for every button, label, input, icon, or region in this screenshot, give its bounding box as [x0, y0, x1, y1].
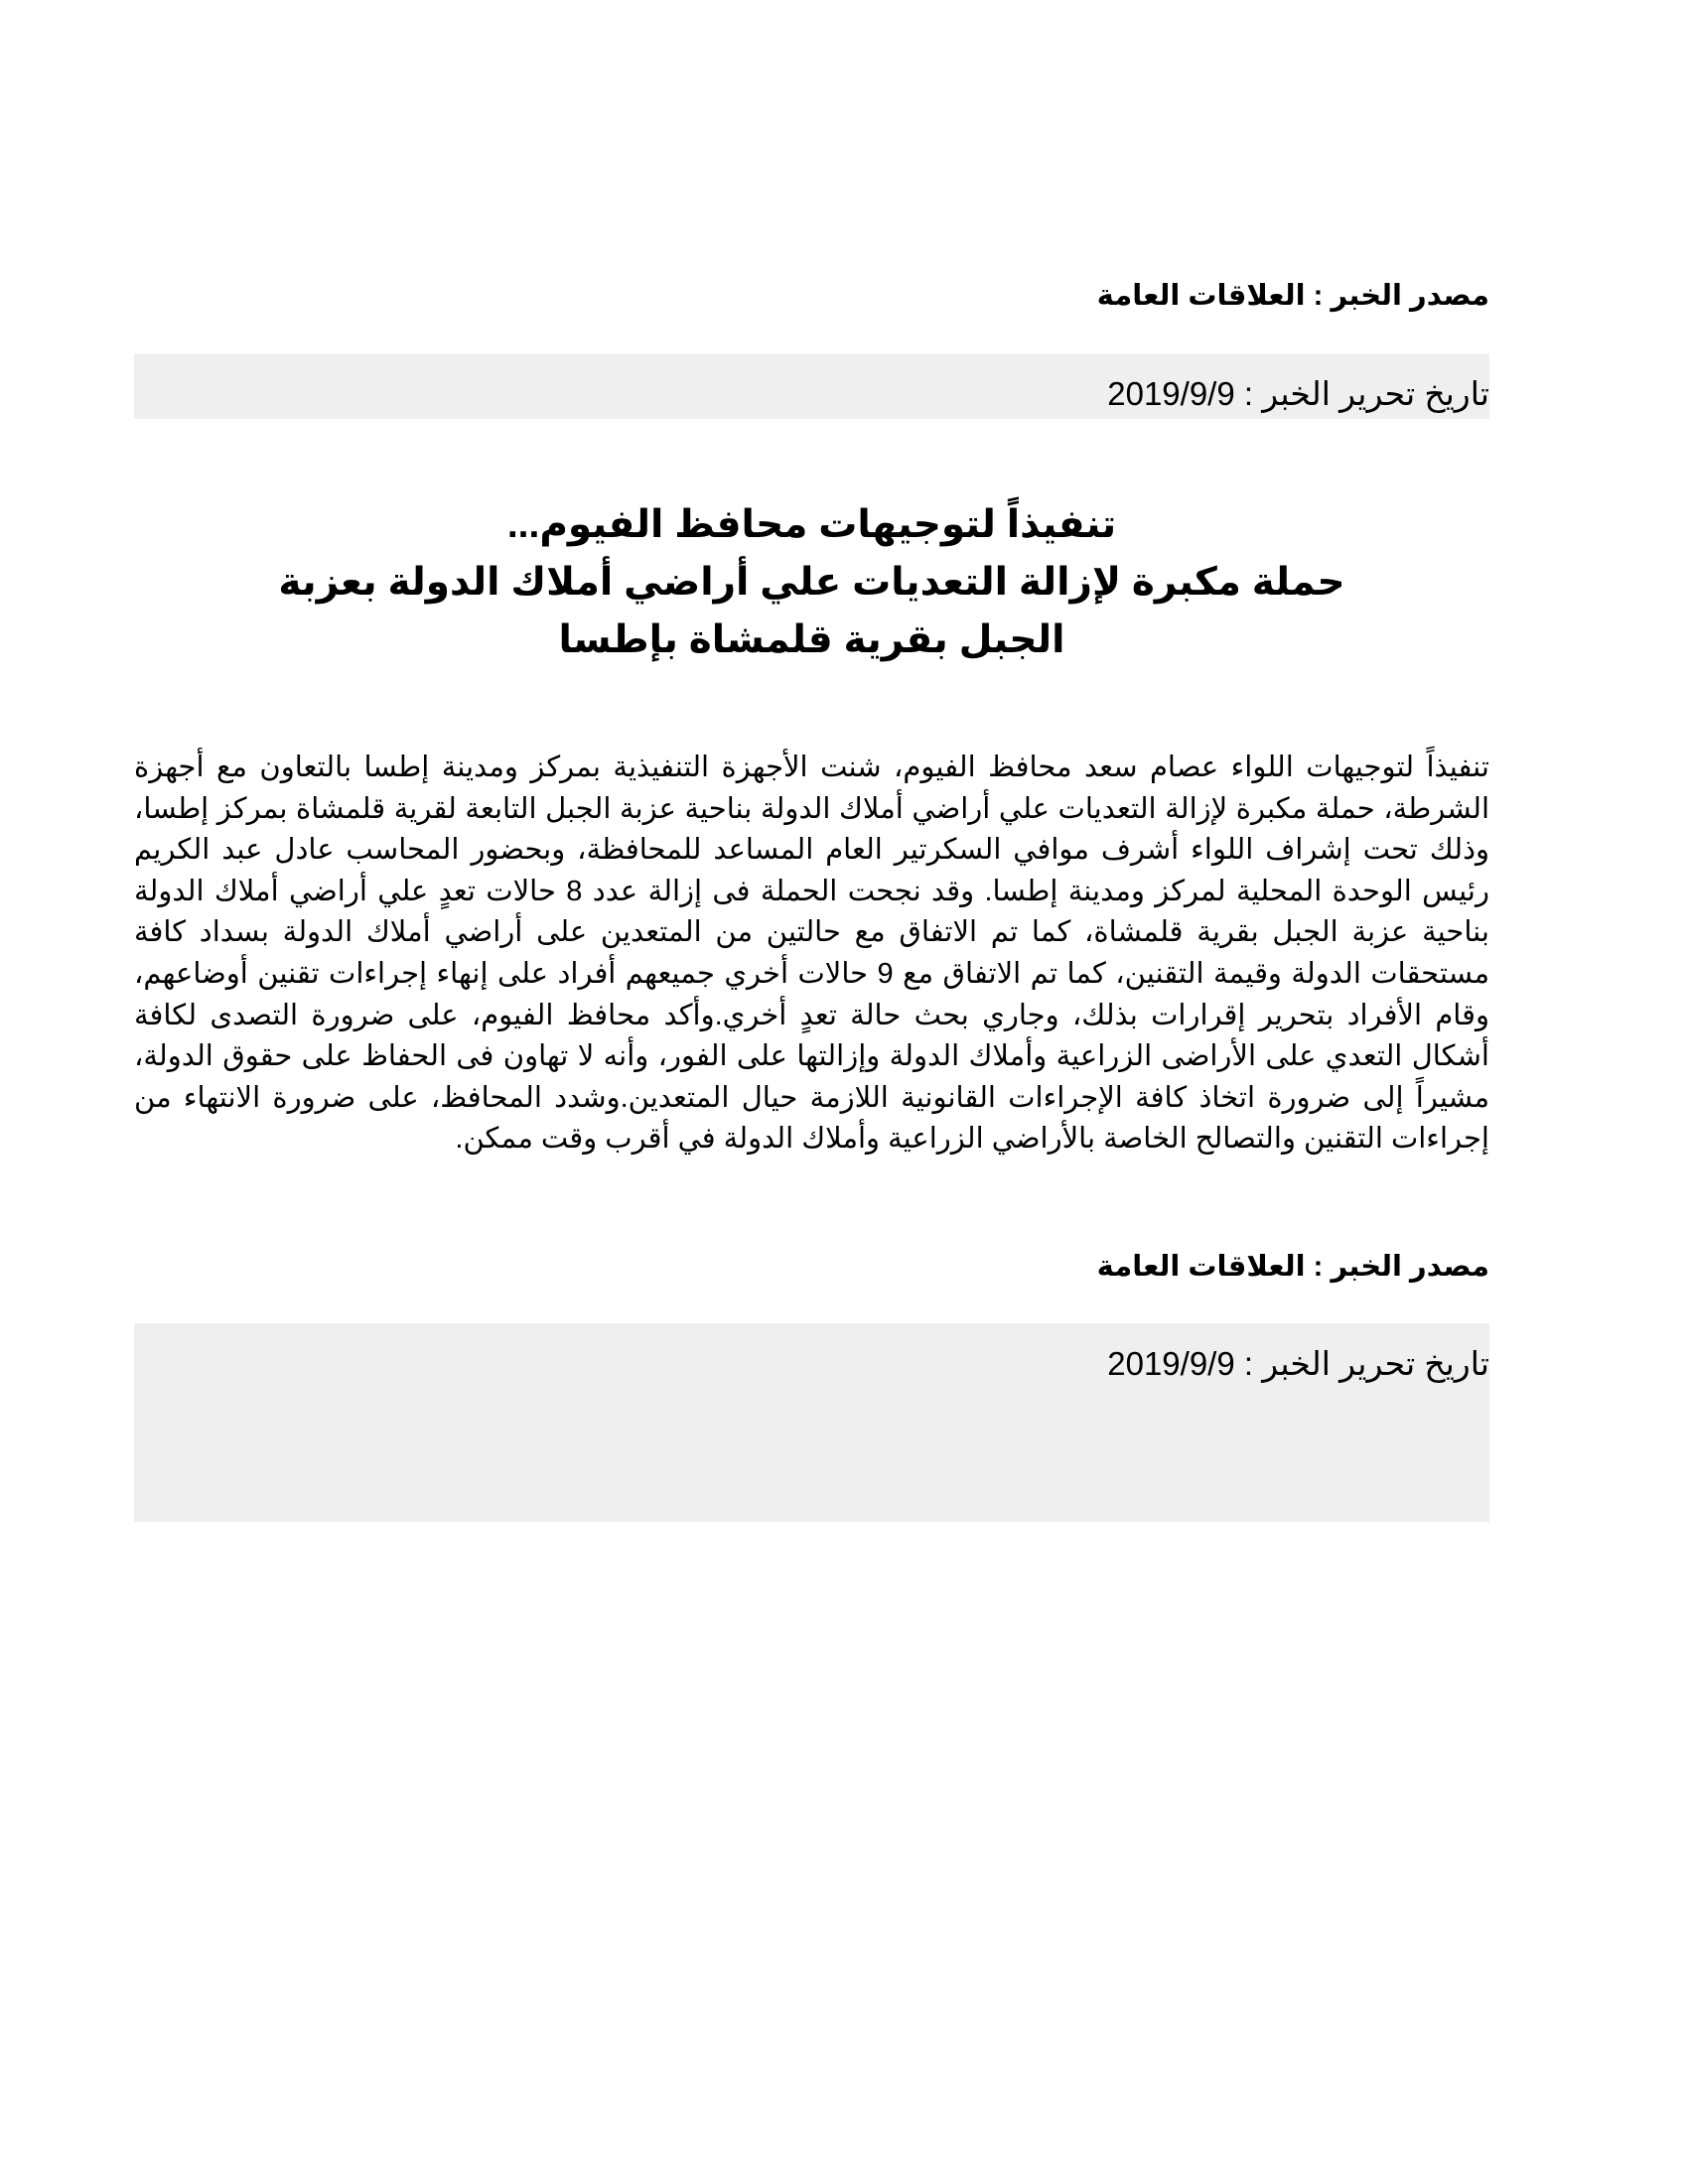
- top-date-box: [134, 353, 1489, 419]
- bottom-news-date: تاريخ تحرير الخبر : 2019/9/9: [1107, 1345, 1489, 1382]
- bottom-news-source: مصدر الخبر : العلاقات العامة: [1096, 1251, 1489, 1283]
- bottom-date-box: [134, 1323, 1489, 1522]
- headline-line-2: حملة مكبرة لإزالة التعديات علي أراضي أملاك الدولة بعزبة الجبل بقرية قلمشاة بإطسا: [278, 561, 1345, 661]
- headline: [134, 496, 1489, 669]
- top-news-date: تاريخ تحرير الخبر : 2019/9/9: [1107, 375, 1489, 412]
- headline-line-1: تنفيذاً لتوجيهات محافظ الفيوم...: [506, 503, 1117, 546]
- article-body: تنفيذاً لتوجيهات اللواء عصام سعد محافظ الفيوم، شنت الأجهزة التنفيذية بمركز ومدينة إطسا بالتعاون مع أجهزة الشرطة، حملة مكبرة لإزالة التعديات علي أراضي أملاك الدولة بناحية عزبة الجبل التابعة لقرية قلمشاة بمركز إطسا، وذلك تحت إشراف اللواء أشرف موافي السكرتير العام المساعد للمحافظة، وبحضور المحاسب عادل عبد الكريم رئيس الوحدة المحلية لمركز ومدينة إطسا. وقد نجحت الحملة فى إزالة عدد 8 حالات تعدٍ علي أراضي أملاك الدولة بناحية عزبة الجبل بقرية قلمشاة، كما تم الاتفاق مع حالتين من المتعدين على أراضي أملاك الدولة بسداد كافة مستحقات الدولة وقيمة التقنين، كما تم الاتفاق مع 9 حالات أخري جميعهم أفراد على إنهاء إجراءات تقنين أوضاعهم، وقام الأفراد بتحرير إقرارات بذلك، وجاري بحث حالة تعدٍ أخري.وأكد محافظ الفيوم، على ضرورة التصدى لكافة أشكال التعدي على الأراضى الزراعية وأملاك الدولة وإزالتها على الفور، وأنه لا تهاون فى الحفاظ على حقوق الدولة، مشيراً إلى ضرورة اتخاذ كافة الإجراءات القانونية اللازمة حيال المتعدين.وشدد المحافظ، على ضرورة الانتهاء من إجراءات التقنين والتصالح الخاصة بالأراضي الزراعية وأملاك الدولة في أقرب وقت ممكن.: [134, 751, 1490, 1156]
- top-news-source: مصدر الخبر : العلاقات العامة: [1096, 280, 1489, 312]
